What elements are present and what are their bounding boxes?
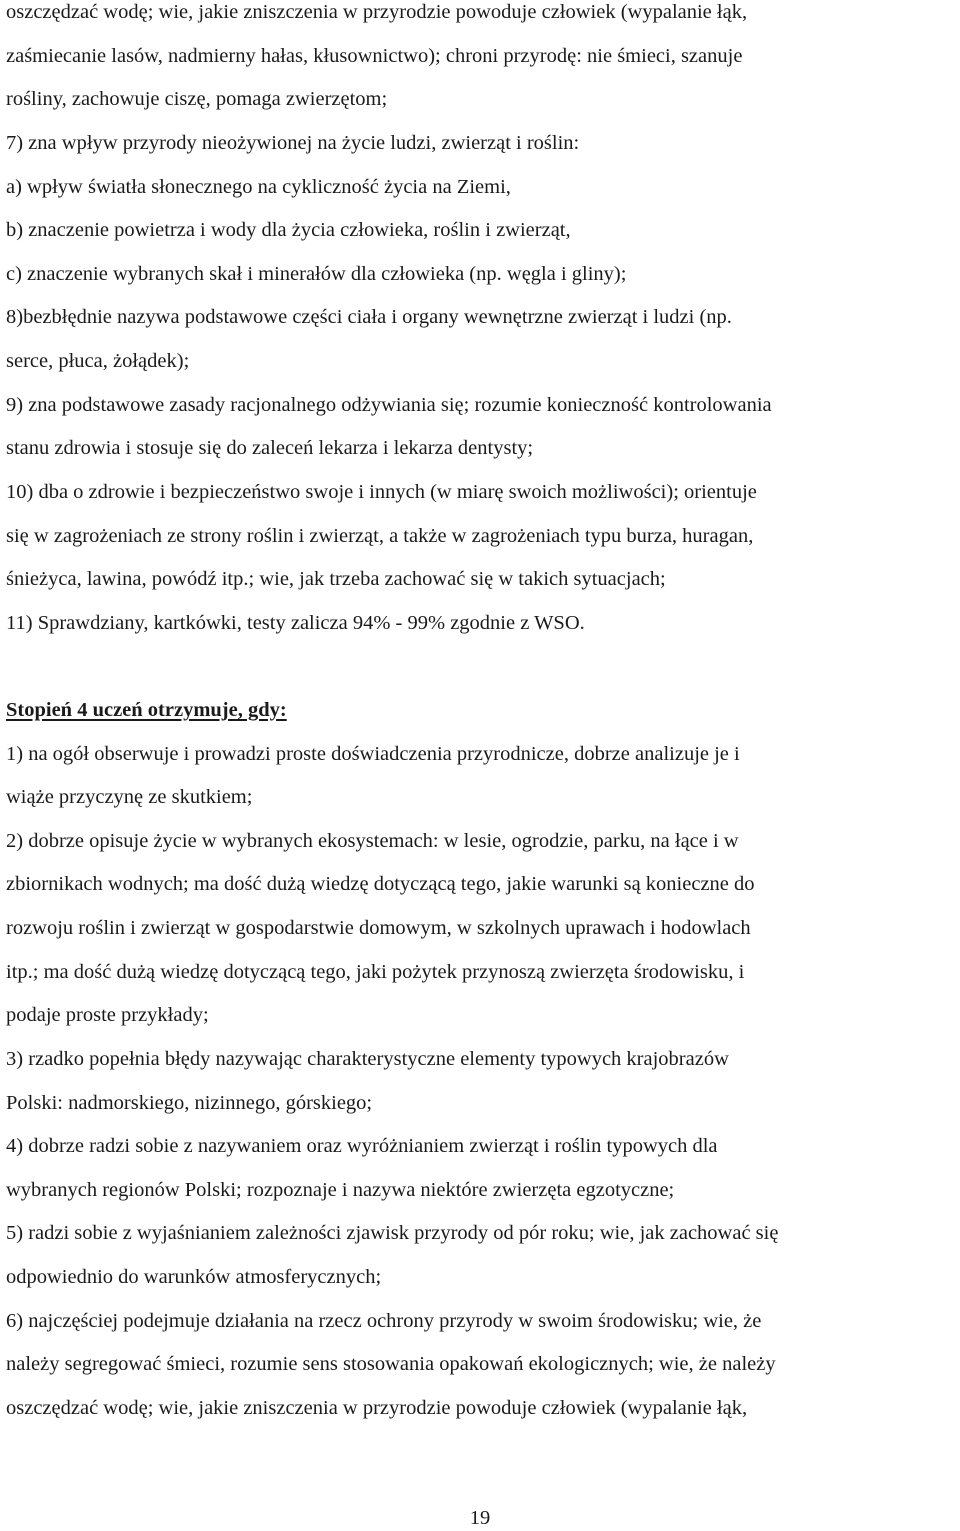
text-line: 5) radzi sobie z wyjaśnianiem zależności zjawisk przyrody od pór roku; wie, jak zachować się — [6, 1222, 779, 1244]
text-line: podaje proste przykłady; — [6, 1004, 209, 1026]
text-line: oszczędzać wodę; wie, jakie zniszczenia w przyrodzie powoduje człowiek (wypalanie łąk, — [6, 1, 748, 23]
text-line: rośliny, zachowuje ciszę, pomaga zwierzętom; — [6, 88, 388, 110]
text-line: itp.; ma dość dużą wiedzę dotyczącą tego, jaki pożytek przynoszą zwierzęta środowisku, i — [6, 961, 745, 983]
text-line: 3) rzadko popełnia błędy nazywając charakterystyczne elementy typowych krajobrazów — [6, 1048, 729, 1070]
text-line: 6) najczęściej podejmuje działania na rzecz ochrony przyrody w swoim środowisku; wie, że — [6, 1310, 762, 1332]
text-line: 10) dba o zdrowie i bezpieczeństwo swoje i innych (w miarę swoich możliwości); orientuje — [6, 481, 757, 503]
text-line: c) znaczenie wybranych skał i minerałów dla człowieka (np. węgla i gliny); — [6, 263, 627, 285]
text-line: wiąże przyczynę ze skutkiem; — [6, 786, 253, 808]
text-line: śnieżyca, lawina, powódź itp.; wie, jak trzeba zachować się w takich sytuacjach; — [6, 568, 666, 590]
text-line: 4) dobrze radzi sobie z nazywaniem oraz wyróżnianiem zwierząt i roślin typowych dla — [6, 1135, 718, 1157]
text-line: 9) zna podstawowe zasady racjonalnego odżywiania się; rozumie konieczność kontrolowania — [6, 394, 772, 416]
text-line: Polski: nadmorskiego, nizinnego, górskiego; — [6, 1092, 373, 1114]
text-line: 1) na ogół obserwuje i prowadzi proste doświadczenia przyrodnicze, dobrze analizuje je i — [6, 743, 740, 765]
text-line: się w zagrożeniach ze strony roślin i zwierząt, a także w zagrożeniach typu burza, huragan, — [6, 525, 754, 547]
page-number: 19 — [469, 1507, 491, 1529]
text-line: a) wpływ światła słonecznego na cykliczność życia na Ziemi, — [6, 176, 511, 198]
section-heading: Stopień 4 uczeń otrzymuje, gdy: — [6, 699, 287, 721]
text-line: wybranych regionów Polski; rozpoznaje i nazywa niektóre zwierzęta egzotyczne; — [6, 1179, 675, 1201]
text-line: serce, płuca, żołądek); — [6, 350, 190, 372]
text-line: 8)bezbłędnie nazywa podstawowe części ciała i organy wewnętrzne zwierząt i ludzi (np. — [6, 306, 732, 328]
text-line: b) znaczenie powietrza i wody dla życia człowieka, roślin i zwierząt, — [6, 219, 571, 241]
text-line: odpowiednio do warunków atmosferycznych; — [6, 1266, 382, 1288]
text-line: 11) Sprawdziany, kartkówki, testy zalicza 94% - 99% zgodnie z WSO. — [6, 612, 585, 634]
text-line: 7) zna wpływ przyrody nieożywionej na życie ludzi, zwierząt i roślin: — [6, 132, 580, 154]
text-line: rozwoju roślin i zwierząt w gospodarstwie domowym, w szkolnych uprawach i hodowlach — [6, 917, 751, 939]
text-line: zbiornikach wodnych; ma dość dużą wiedzę dotyczącą tego, jakie warunki są konieczne do — [6, 873, 755, 895]
text-line: oszczędzać wodę; wie, jakie zniszczenia w przyrodzie powoduje człowiek (wypalanie łąk, — [6, 1397, 748, 1419]
text-line: zaśmiecanie lasów, nadmierny hałas, kłusownictwo); chroni przyrodę: nie śmieci, szanuje — [6, 45, 743, 67]
text-line: 2) dobrze opisuje życie w wybranych ekosystemach: w lesie, ogrodzie, parku, na łące i w — [6, 830, 739, 852]
text-line: stanu zdrowia i stosuje się do zaleceń lekarza i lekarza dentysty; — [6, 437, 534, 459]
text-line: należy segregować śmieci, rozumie sens stosowania opakowań ekologicznych; wie, że należy — [6, 1353, 776, 1375]
